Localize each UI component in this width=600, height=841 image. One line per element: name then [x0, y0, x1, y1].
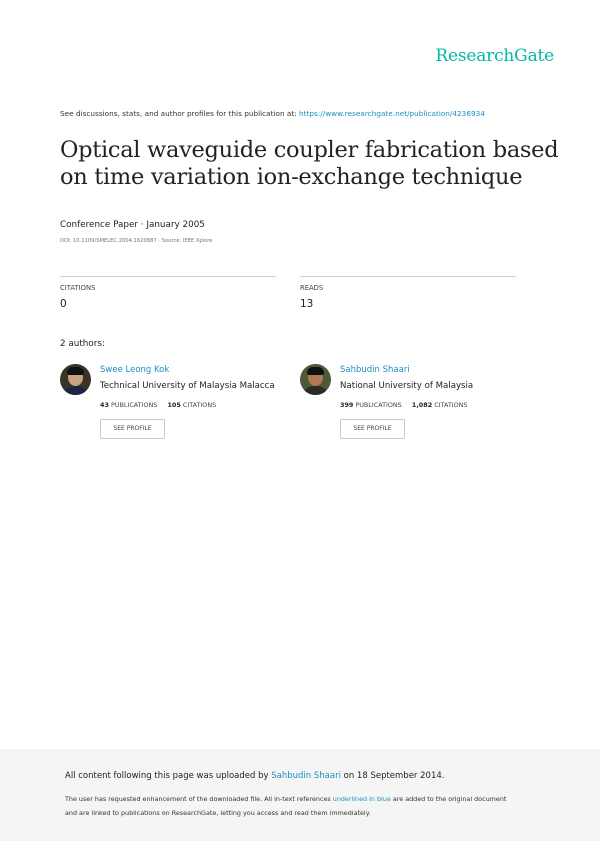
authors-heading: 2 authors:: [60, 339, 105, 349]
publication-date: · January 2005: [140, 220, 205, 230]
researchgate-logo[interactable]: ResearchGate: [435, 46, 554, 66]
uploader-link[interactable]: Sahbudin Shaari: [271, 771, 341, 781]
discussions-line: [60, 109, 485, 118]
publication-title: Optical waveguide coupler fabrication based on time variation ion-exchange technique: [60, 137, 559, 190]
publication-type: Conference Paper: [60, 220, 138, 230]
citations-label: CITATIONS: [60, 284, 96, 292]
footer-upload-prefix: All content following this page was uploaded by: [65, 771, 269, 781]
footer-note-line-2: and are linked to publications on ResearchGate, letting you access and read them immediately.: [65, 809, 371, 817]
author-institution: National University of Malaysia: [340, 381, 474, 391]
citations-value: 0: [60, 298, 67, 310]
author-institution: Technical University of Malaysia Malacca: [100, 381, 275, 391]
reads-divider: [300, 276, 516, 277]
author-name-link[interactable]: Swee Leong Kok: [100, 365, 170, 375]
publication-meta: [60, 220, 205, 230]
publications-count: 399: [340, 401, 354, 409]
author-name-link[interactable]: Sahbudin Shaari: [340, 365, 410, 375]
publication-doi: DOI: 10.1109/SMELEC.2004.1620887 · Source: IEEE Xplore: [60, 238, 213, 244]
footer-note-prefix: The user has requested enhancement of the downloaded file. All in-text references: [65, 795, 331, 803]
publications-label: PUBLICATIONS: [110, 401, 158, 409]
citations-label: CITATIONS: [434, 401, 468, 409]
underlined-blue-link: underlined in blue: [332, 795, 391, 803]
avatar[interactable]: [60, 364, 91, 395]
author-counts: [100, 401, 216, 409]
citations-count: 105: [167, 401, 181, 409]
citations-divider: [60, 276, 276, 277]
discussions-prefix: See discussions, stats, and author profiles for this publication at:: [60, 109, 297, 118]
reads-label: READS: [300, 284, 324, 292]
citations-count: 1,082: [411, 401, 433, 409]
footer-note-line: [65, 795, 506, 803]
publications-count: 43: [100, 401, 109, 409]
avatar[interactable]: [300, 364, 331, 395]
citations-label: CITATIONS: [182, 401, 217, 409]
footer-upload-suffix: on 18 September 2014.: [343, 771, 445, 781]
see-profile-button[interactable]: SEE PROFILE: [340, 419, 405, 439]
footer-note-suffix: are added to the original document: [392, 795, 507, 803]
publications-label: PUBLICATIONS: [355, 401, 402, 409]
publication-url-link[interactable]: https://www.researchgate.net/publication/4236934: [299, 109, 485, 118]
footer-upload-line: [65, 771, 444, 781]
reads-value: 13: [300, 298, 314, 310]
see-profile-button[interactable]: SEE PROFILE: [100, 419, 165, 439]
author-counts: [340, 401, 467, 409]
